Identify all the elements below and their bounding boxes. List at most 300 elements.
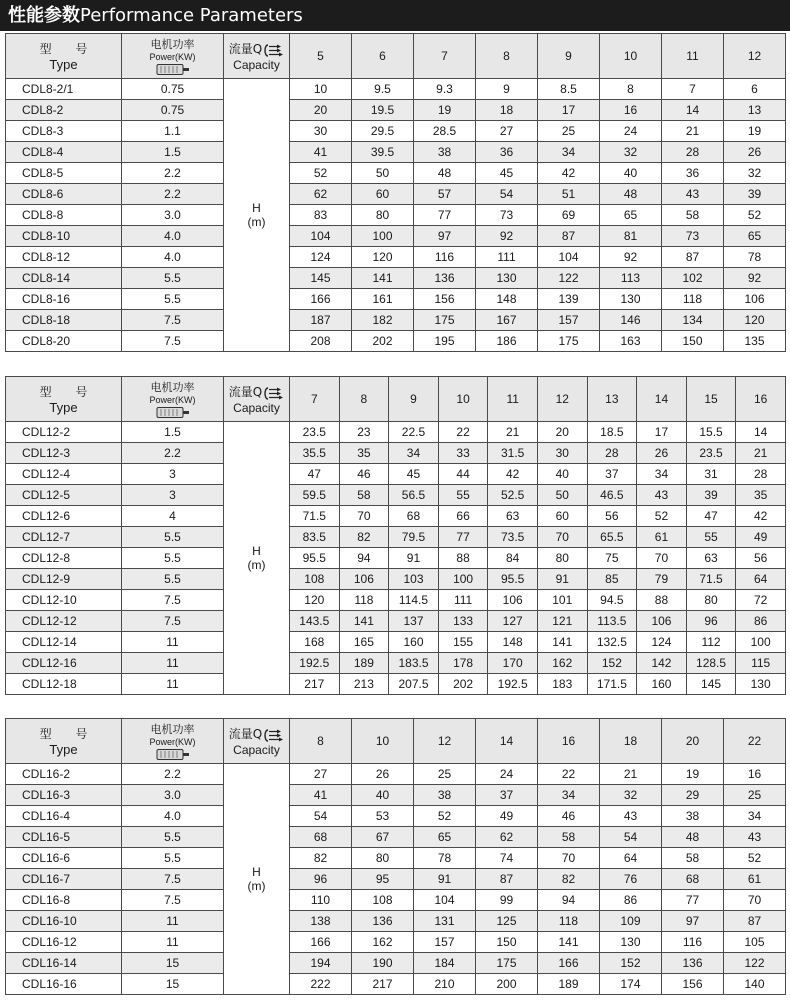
head-value-cell: 162 bbox=[537, 653, 587, 674]
head-value-cell: 134 bbox=[662, 310, 724, 331]
head-value-cell: 21 bbox=[600, 764, 662, 785]
head-value-cell: 208 bbox=[290, 331, 352, 352]
head-value-cell: 157 bbox=[414, 932, 476, 953]
head-value-cell: 59.5 bbox=[290, 485, 340, 506]
head-value-cell: 116 bbox=[662, 932, 724, 953]
power-cell: 0.75 bbox=[122, 100, 224, 121]
head-value-cell: 72 bbox=[736, 590, 786, 611]
head-value-cell: 20 bbox=[537, 422, 587, 443]
power-cell: 11 bbox=[122, 632, 224, 653]
head-value-cell: 71.5 bbox=[686, 569, 736, 590]
head-value-cell: 95.5 bbox=[488, 569, 538, 590]
head-value-cell: 21 bbox=[662, 121, 724, 142]
head-value-cell: 97 bbox=[414, 226, 476, 247]
head-value-cell: 28 bbox=[662, 142, 724, 163]
head-unit: (m) bbox=[247, 879, 266, 893]
type-cell: CDL16-14 bbox=[6, 953, 122, 974]
head-value-cell: 94 bbox=[339, 548, 389, 569]
table-row bbox=[6, 289, 786, 310]
type-cell: CDL8-14 bbox=[6, 268, 122, 289]
type-cell: CDL16-8 bbox=[6, 890, 122, 911]
head-value-cell: 73 bbox=[662, 226, 724, 247]
table-row bbox=[6, 548, 786, 569]
head-unit: (m) bbox=[247, 558, 266, 572]
capacity-header bbox=[224, 719, 290, 764]
power-cell: 0.75 bbox=[122, 79, 224, 100]
head-value-cell: 167 bbox=[476, 310, 538, 331]
head-value-cell: 125 bbox=[476, 911, 538, 932]
power-cell: 3 bbox=[122, 485, 224, 506]
title-bar bbox=[0, 0, 790, 31]
head-value-cell: 30 bbox=[537, 443, 587, 464]
head-value-cell: 80 bbox=[537, 548, 587, 569]
table-row bbox=[6, 464, 786, 485]
head-value-cell: 110 bbox=[290, 890, 352, 911]
head-value-cell: 150 bbox=[476, 932, 538, 953]
head-value-cell: 49 bbox=[476, 806, 538, 827]
capacity-value: 10 bbox=[600, 34, 662, 79]
head-value-cell: 54 bbox=[600, 827, 662, 848]
head-value-cell: 165 bbox=[339, 632, 389, 653]
head-value-cell: 138 bbox=[290, 911, 352, 932]
head-value-cell: 42 bbox=[488, 464, 538, 485]
head-value-cell: 186 bbox=[476, 331, 538, 352]
head-value-cell: 111 bbox=[476, 247, 538, 268]
power-cell: 7.5 bbox=[122, 310, 224, 331]
head-label-cell bbox=[224, 79, 290, 352]
head-value-cell: 58 bbox=[662, 848, 724, 869]
power-cell: 11 bbox=[122, 911, 224, 932]
head-value-cell: 19 bbox=[724, 121, 786, 142]
power-cell: 3.0 bbox=[122, 205, 224, 226]
head-unit: (m) bbox=[247, 215, 266, 229]
head-value-cell: 103 bbox=[389, 569, 439, 590]
type-cell: CDL12-6 bbox=[6, 506, 122, 527]
head-value-cell: 81 bbox=[600, 226, 662, 247]
type-cell: CDL8-5 bbox=[6, 163, 122, 184]
head-value-cell: 7 bbox=[662, 79, 724, 100]
head-value-cell: 202 bbox=[352, 331, 414, 352]
head-value-cell: 52 bbox=[724, 205, 786, 226]
power-cell: 5.5 bbox=[122, 569, 224, 590]
head-value-cell: 28 bbox=[736, 464, 786, 485]
head-value-cell: 94.5 bbox=[587, 590, 637, 611]
head-value-cell: 35 bbox=[339, 443, 389, 464]
head-value-cell: 62 bbox=[290, 184, 352, 205]
capacity-value: 12 bbox=[537, 377, 587, 422]
head-value-cell: 74 bbox=[476, 848, 538, 869]
head-value-cell: 28.5 bbox=[414, 121, 476, 142]
power-cell: 4 bbox=[122, 506, 224, 527]
head-value-cell: 18 bbox=[476, 100, 538, 121]
head-value-cell: 45 bbox=[476, 163, 538, 184]
type-cell: CDL16-10 bbox=[6, 911, 122, 932]
head-value-cell: 62 bbox=[476, 827, 538, 848]
power-cell: 7.5 bbox=[122, 869, 224, 890]
head-value-cell: 192.5 bbox=[290, 653, 340, 674]
head-value-cell: 127 bbox=[488, 611, 538, 632]
type-cell: CDL12-14 bbox=[6, 632, 122, 653]
head-value-cell: 217 bbox=[352, 974, 414, 995]
head-value-cell: 65 bbox=[600, 205, 662, 226]
head-value-cell: 25 bbox=[724, 785, 786, 806]
head-value-cell: 43 bbox=[600, 806, 662, 827]
head-label-cell bbox=[224, 422, 290, 695]
table-row bbox=[6, 611, 786, 632]
head-value-cell: 178 bbox=[438, 653, 488, 674]
head-value-cell: 141 bbox=[538, 932, 600, 953]
head-value-cell: 87 bbox=[662, 247, 724, 268]
head-value-cell: 118 bbox=[662, 289, 724, 310]
power-cell: 2.2 bbox=[122, 184, 224, 205]
capacity-value: 13 bbox=[587, 377, 637, 422]
head-value-cell: 202 bbox=[438, 674, 488, 695]
capacity-value: 5 bbox=[290, 34, 352, 79]
head-value-cell: 24 bbox=[600, 121, 662, 142]
type-header-zh: 型 号 bbox=[39, 727, 98, 741]
head-value-cell: 108 bbox=[290, 569, 340, 590]
head-value-cell: 63 bbox=[488, 506, 538, 527]
power-cell: 2.2 bbox=[122, 764, 224, 785]
head-value-cell: 104 bbox=[290, 226, 352, 247]
table-row bbox=[6, 268, 786, 289]
head-value-cell: 42 bbox=[538, 163, 600, 184]
head-value-cell: 66 bbox=[438, 506, 488, 527]
head-value-cell: 87 bbox=[724, 911, 786, 932]
table-row bbox=[6, 163, 786, 184]
head-value-cell: 18.5 bbox=[587, 422, 637, 443]
head-value-cell: 130 bbox=[600, 932, 662, 953]
head-value-cell: 22 bbox=[538, 764, 600, 785]
header-row bbox=[6, 34, 786, 79]
head-value-cell: 189 bbox=[538, 974, 600, 995]
head-value-cell: 80 bbox=[352, 848, 414, 869]
head-value-cell: 182 bbox=[352, 310, 414, 331]
head-value-cell: 152 bbox=[587, 653, 637, 674]
power-header bbox=[122, 719, 224, 764]
head-value-cell: 10 bbox=[290, 79, 352, 100]
head-value-cell: 80 bbox=[686, 590, 736, 611]
table-row bbox=[6, 590, 786, 611]
head-value-cell: 122 bbox=[538, 268, 600, 289]
head-value-cell: 35 bbox=[736, 485, 786, 506]
head-value-cell: 183.5 bbox=[389, 653, 439, 674]
type-cell: CDL16-12 bbox=[6, 932, 122, 953]
flow-arrows-icon bbox=[262, 43, 284, 58]
type-cell: CDL12-8 bbox=[6, 548, 122, 569]
power-header-zh: 电机功率 bbox=[150, 38, 195, 51]
head-value-cell: 37 bbox=[476, 785, 538, 806]
head-value-cell: 32 bbox=[600, 142, 662, 163]
power-cell: 15 bbox=[122, 974, 224, 995]
head-value-cell: 91 bbox=[537, 569, 587, 590]
head-value-cell: 88 bbox=[637, 590, 687, 611]
head-value-cell: 82 bbox=[290, 848, 352, 869]
head-value-cell: 48 bbox=[662, 827, 724, 848]
power-cell: 4.0 bbox=[122, 247, 224, 268]
head-value-cell: 43 bbox=[724, 827, 786, 848]
head-value-cell: 96 bbox=[686, 611, 736, 632]
head-value-cell: 8 bbox=[600, 79, 662, 100]
head-value-cell: 100 bbox=[736, 632, 786, 653]
head-value-cell: 150 bbox=[662, 331, 724, 352]
power-cell: 15 bbox=[122, 953, 224, 974]
capacity-value: 8 bbox=[290, 719, 352, 764]
head-value-cell: 50 bbox=[352, 163, 414, 184]
head-value-cell: 54 bbox=[476, 184, 538, 205]
head-value-cell: 82 bbox=[339, 527, 389, 548]
head-value-cell: 39 bbox=[724, 184, 786, 205]
head-value-cell: 33 bbox=[438, 443, 488, 464]
head-value-cell: 63 bbox=[686, 548, 736, 569]
power-cell: 11 bbox=[122, 932, 224, 953]
power-cell: 5.5 bbox=[122, 527, 224, 548]
head-value-cell: 22.5 bbox=[389, 422, 439, 443]
head-value-cell: 40 bbox=[600, 163, 662, 184]
head-value-cell: 79 bbox=[637, 569, 687, 590]
power-cell: 3 bbox=[122, 464, 224, 485]
head-value-cell: 47 bbox=[686, 506, 736, 527]
head-value-cell: 29 bbox=[662, 785, 724, 806]
head-value-cell: 87 bbox=[538, 226, 600, 247]
head-value-cell: 95 bbox=[352, 869, 414, 890]
capacity-value: 10 bbox=[352, 719, 414, 764]
head-value-cell: 24 bbox=[476, 764, 538, 785]
head-value-cell: 52 bbox=[290, 163, 352, 184]
head-value-cell: 91 bbox=[389, 548, 439, 569]
head-value-cell: 70 bbox=[724, 890, 786, 911]
head-value-cell: 43 bbox=[662, 184, 724, 205]
head-value-cell: 38 bbox=[414, 785, 476, 806]
head-value-cell: 54 bbox=[290, 806, 352, 827]
head-value-cell: 20 bbox=[290, 100, 352, 121]
head-value-cell: 171.5 bbox=[587, 674, 637, 695]
head-value-cell: 112 bbox=[686, 632, 736, 653]
head-value-cell: 131 bbox=[414, 911, 476, 932]
head-value-cell: 152 bbox=[600, 953, 662, 974]
head-value-cell: 25 bbox=[538, 121, 600, 142]
head-value-cell: 64 bbox=[600, 848, 662, 869]
table-row bbox=[6, 764, 786, 785]
table-row bbox=[6, 485, 786, 506]
table-row bbox=[6, 848, 786, 869]
head-value-cell: 166 bbox=[290, 289, 352, 310]
table-row bbox=[6, 310, 786, 331]
head-value-cell: 100 bbox=[352, 226, 414, 247]
head-value-cell: 95.5 bbox=[290, 548, 340, 569]
head-value-cell: 68 bbox=[662, 869, 724, 890]
head-value-cell: 106 bbox=[488, 590, 538, 611]
motor-icon bbox=[156, 406, 190, 419]
head-value-cell: 92 bbox=[724, 268, 786, 289]
head-value-cell: 80 bbox=[352, 205, 414, 226]
capacity-header-zh: 流量Q bbox=[228, 727, 263, 742]
head-value-cell: 113.5 bbox=[587, 611, 637, 632]
head-value-cell: 17 bbox=[538, 100, 600, 121]
head-label: H bbox=[252, 201, 261, 215]
table-row bbox=[6, 527, 786, 548]
head-value-cell: 16 bbox=[724, 764, 786, 785]
capacity-value: 14 bbox=[476, 719, 538, 764]
head-value-cell: 47 bbox=[290, 464, 340, 485]
power-cell: 5.5 bbox=[122, 848, 224, 869]
type-header-zh: 型 号 bbox=[39, 385, 98, 399]
head-value-cell: 64 bbox=[736, 569, 786, 590]
head-value-cell: 104 bbox=[538, 247, 600, 268]
head-value-cell: 56 bbox=[587, 506, 637, 527]
head-value-cell: 145 bbox=[686, 674, 736, 695]
power-cell: 1.5 bbox=[122, 422, 224, 443]
head-value-cell: 19 bbox=[662, 764, 724, 785]
head-value-cell: 13 bbox=[724, 100, 786, 121]
head-value-cell: 30 bbox=[290, 121, 352, 142]
head-value-cell: 61 bbox=[724, 869, 786, 890]
head-value-cell: 14 bbox=[736, 422, 786, 443]
head-value-cell: 23.5 bbox=[290, 422, 340, 443]
head-value-cell: 145 bbox=[290, 268, 352, 289]
type-cell: CDL16-7 bbox=[6, 869, 122, 890]
head-value-cell: 142 bbox=[637, 653, 687, 674]
type-cell: CDL12-16 bbox=[6, 653, 122, 674]
head-value-cell: 23 bbox=[339, 422, 389, 443]
head-value-cell: 139 bbox=[538, 289, 600, 310]
head-value-cell: 76 bbox=[600, 869, 662, 890]
head-value-cell: 137 bbox=[389, 611, 439, 632]
head-value-cell: 210 bbox=[414, 974, 476, 995]
power-header-en: Power(KW) bbox=[149, 395, 196, 405]
capacity-value: 18 bbox=[600, 719, 662, 764]
head-value-cell: 175 bbox=[538, 331, 600, 352]
power-cell: 11 bbox=[122, 674, 224, 695]
table-row bbox=[6, 506, 786, 527]
head-value-cell: 17 bbox=[637, 422, 687, 443]
head-value-cell: 86 bbox=[600, 890, 662, 911]
type-cell: CDL12-7 bbox=[6, 527, 122, 548]
head-value-cell: 48 bbox=[414, 163, 476, 184]
performance-table-cdl16 bbox=[5, 718, 786, 995]
head-value-cell: 9.3 bbox=[414, 79, 476, 100]
head-value-cell: 109 bbox=[600, 911, 662, 932]
table-row bbox=[6, 932, 786, 953]
type-header bbox=[6, 719, 122, 764]
head-value-cell: 26 bbox=[724, 142, 786, 163]
head-value-cell: 187 bbox=[290, 310, 352, 331]
head-value-cell: 122 bbox=[724, 953, 786, 974]
head-value-cell: 222 bbox=[290, 974, 352, 995]
head-value-cell: 34 bbox=[724, 806, 786, 827]
head-value-cell: 46.5 bbox=[587, 485, 637, 506]
head-value-cell: 57 bbox=[414, 184, 476, 205]
head-value-cell: 94 bbox=[538, 890, 600, 911]
head-value-cell: 124 bbox=[290, 247, 352, 268]
head-value-cell: 190 bbox=[352, 953, 414, 974]
head-value-cell: 9.5 bbox=[352, 79, 414, 100]
power-header-en: Power(KW) bbox=[149, 52, 196, 62]
head-value-cell: 14 bbox=[662, 100, 724, 121]
type-header-en: Type bbox=[49, 742, 78, 757]
capacity-value: 8 bbox=[476, 34, 538, 79]
head-value-cell: 49 bbox=[736, 527, 786, 548]
head-value-cell: 166 bbox=[290, 932, 352, 953]
head-value-cell: 87 bbox=[476, 869, 538, 890]
head-value-cell: 15.5 bbox=[686, 422, 736, 443]
head-value-cell: 25 bbox=[414, 764, 476, 785]
head-value-cell: 78 bbox=[414, 848, 476, 869]
table-row bbox=[6, 443, 786, 464]
power-cell: 4.0 bbox=[122, 226, 224, 247]
table-row bbox=[6, 674, 786, 695]
capacity-value: 8 bbox=[339, 377, 389, 422]
head-value-cell: 160 bbox=[637, 674, 687, 695]
type-header bbox=[6, 34, 122, 79]
head-value-cell: 29.5 bbox=[352, 121, 414, 142]
head-value-cell: 92 bbox=[476, 226, 538, 247]
type-cell: CDL12-10 bbox=[6, 590, 122, 611]
performance-table-cdl8 bbox=[5, 33, 786, 352]
head-value-cell: 146 bbox=[600, 310, 662, 331]
flow-arrows-icon bbox=[262, 386, 284, 401]
type-cell: CDL8-3 bbox=[6, 121, 122, 142]
power-cell: 5.5 bbox=[122, 289, 224, 310]
head-value-cell: 65 bbox=[724, 226, 786, 247]
head-value-cell: 6 bbox=[724, 79, 786, 100]
head-value-cell: 39.5 bbox=[352, 142, 414, 163]
flow-arrows-icon bbox=[262, 728, 284, 743]
head-value-cell: 70 bbox=[538, 848, 600, 869]
head-value-cell: 38 bbox=[662, 806, 724, 827]
head-value-cell: 148 bbox=[488, 632, 538, 653]
power-header-zh: 电机功率 bbox=[150, 381, 195, 394]
head-value-cell: 65.5 bbox=[587, 527, 637, 548]
head-value-cell: 162 bbox=[352, 932, 414, 953]
head-value-cell: 61 bbox=[637, 527, 687, 548]
head-value-cell: 194 bbox=[290, 953, 352, 974]
capacity-value: 11 bbox=[662, 34, 724, 79]
type-cell: CDL12-12 bbox=[6, 611, 122, 632]
head-value-cell: 36 bbox=[662, 163, 724, 184]
power-header-en: Power(KW) bbox=[149, 737, 196, 747]
type-header-zh: 型 号 bbox=[39, 42, 98, 56]
capacity-value: 20 bbox=[662, 719, 724, 764]
head-value-cell: 40 bbox=[352, 785, 414, 806]
head-value-cell: 52 bbox=[637, 506, 687, 527]
head-value-cell: 58 bbox=[538, 827, 600, 848]
head-value-cell: 136 bbox=[414, 268, 476, 289]
head-value-cell: 55 bbox=[686, 527, 736, 548]
head-value-cell: 189 bbox=[339, 653, 389, 674]
head-value-cell: 195 bbox=[414, 331, 476, 352]
head-value-cell: 26 bbox=[352, 764, 414, 785]
table-row bbox=[6, 569, 786, 590]
power-cell: 5.5 bbox=[122, 827, 224, 848]
capacity-header bbox=[224, 377, 290, 422]
head-value-cell: 114.5 bbox=[389, 590, 439, 611]
head-value-cell: 86 bbox=[736, 611, 786, 632]
power-cell: 7.5 bbox=[122, 331, 224, 352]
head-value-cell: 50 bbox=[537, 485, 587, 506]
head-value-cell: 43 bbox=[637, 485, 687, 506]
table-row bbox=[6, 142, 786, 163]
head-value-cell: 135 bbox=[724, 331, 786, 352]
head-value-cell: 60 bbox=[537, 506, 587, 527]
head-value-cell: 143.5 bbox=[290, 611, 340, 632]
type-cell: CDL12-18 bbox=[6, 674, 122, 695]
header-row bbox=[6, 719, 786, 764]
head-value-cell: 168 bbox=[290, 632, 340, 653]
head-value-cell: 84 bbox=[488, 548, 538, 569]
head-value-cell: 48 bbox=[600, 184, 662, 205]
head-value-cell: 118 bbox=[538, 911, 600, 932]
